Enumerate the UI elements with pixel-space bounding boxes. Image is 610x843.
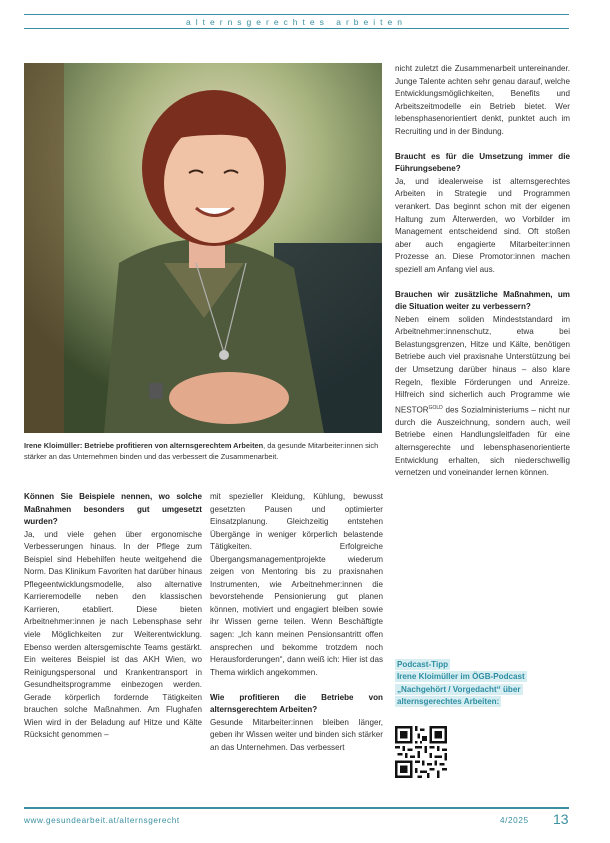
page-number: 13 (553, 811, 569, 827)
answer-4-post: des Sozialministeriums – nicht nur durch die Auszeichnung, sondern auch, weil Betriebe einen Handlungsleitfaden für eine alternsgerechte und lebensphasenorientierte Entwicklung erhalten, sich niederschwellig vernetzen und voneinander lernen können. (395, 405, 570, 478)
section-title: alternsgerechtes arbeiten (186, 17, 407, 27)
question-2: Wie profitieren die Betriebe von alternsgerechtem Arbeiten? (210, 692, 383, 715)
portrait-illustration (24, 63, 382, 433)
podcast-line-2: Irene Kloimüller im ÖGB-Podcast (397, 672, 525, 682)
footer-rule (24, 807, 569, 809)
answer-4 (395, 314, 570, 480)
answer-4-pre: Neben einem soliden Mindeststandard im Arbeitnehmer:innenschutz, etwa bei Belastungsgrenzen, Hitze und Kälte, benötigen Betriebe auch viel praxisnahe Unterstützung bei der Umsetzung darüber hinaus – also klare Regeln, flexible Förderungen und Anreize. Hilfreich sind sicherlich auch Programme wie NESTOR (395, 314, 570, 415)
podcast-line-3: „Nachgehört / Vorgedacht“ über (397, 684, 521, 694)
podcast-line-4: alternsgerechtes Arbeiten: (397, 697, 500, 707)
column-3 (395, 63, 570, 492)
answer-2-part-1: Gesunde Mitarbeiter:innen bleiben länger, geben ihr Wissen weiter und binden sich stärker an das Unternehmen. Das verbessert (210, 717, 383, 752)
header-rule-bottom (24, 28, 569, 29)
qr-code-icon (395, 726, 447, 778)
caption-bold: Irene Kloimüller: Betriebe profitieren von alternsgerechtem Arbeiten (24, 441, 264, 450)
issue-number: 4/2025 (500, 816, 529, 825)
nestor-gold-superscript: GOLD (428, 404, 443, 411)
answer-2-part-2: nicht zuletzt die Zusammenarbeit untereinander. Junge Talente achten sehr genau darauf, welche Entwicklungsmöglichkeiten, Benefits und Arbeitszeitmodelle ein Betrieb bietet. Wer lebensphasenorientiert denkt, punktet auch im Recruiting und in der Bindung. (395, 64, 570, 136)
answer-1-part-1: Ja, und viele gehen über ergonomische Verbesserungen hinaus. In der Pflege zum Beispiel sind Hebehilfen heute weitgehend die Norm. Das Klinikum Favoriten hat darüber hinaus Pflegeentwicklungsmodelle, also alternative Karrieremodelle neben den klassischen Karrieren, etabliert. Diese bieten Arbeitnehmer:innen je nach Lebensphase sehr viele Möglichkeiten zur Weiterentwicklung. Ebenso werden altersgemischte Teams gestärkt. Ein weiteres Beispiel ist das AKH Wien, wo Reinigungspersonal und Krankentransport in Gesundheitsprogramme einbezogen werden. Gerade körperlich fordernde Tätigkeiten brauchen solche Maßnahmen. Am Flughafen Wien wird in der Beladung auf Hitze und Kälte Rücksicht genommen – (24, 529, 202, 740)
question-1: Können Sie Beispiele nennen, wo solche Maßnahmen besonders gut umgesetzt wurden? (24, 492, 202, 527)
footer-url-link[interactable]: www.gesundearbeit.at/alternsgerecht (24, 816, 180, 825)
podcast-tip (395, 659, 570, 709)
photo-caption (24, 440, 382, 462)
column-1 (24, 491, 202, 754)
answer-3: Ja, und idealerweise ist alternsgerechtes Arbeiten in Strategie und Programmen verankert. Das beginnt schon mit der eigenen Haltung zum Älterwerden, wo Vorbilder im Management entscheidend sind. Oft stoßen aber auch engagierte Mitarbeiter:innen Prozesse an. Diese Promotor:innen machen speziell am Anfang viel aus. (395, 176, 570, 274)
answer-1-part-2: mit spezieller Kleidung, Kühlung, bewusst gesetzten Pausen und optimierter Einsatzplanung. Gleichzeitig entstehen Übergänge in weniger körperlich belastende Tätigkeiten. Erfolgreiche Übergangsmanagementprojekte wiederum zeigen von Mentoring bis zu praxisnahen Instrumenten, wie Arbeitnehmer:innen die bevorstehende Pensionierung gut planen können, motiviert und engagiert bleiben sowie ihr Wissen gerne teilen. Wenn Beschäftigte sagen: „Ich kann meinen Pensionsantritt offen ansprechen und bekomme trotzdem noch Herausforderungen“, dann weiß ich: Hier ist das Thema wirklich angekommen. (210, 492, 383, 677)
caption-text: , da gesunde Mitarbeiter:innen sich stärker an das Unternehmen binden und das verbessert die Zusammenarbeit. (24, 441, 379, 461)
portrait-photo (24, 63, 382, 433)
question-4: Brauchen wir zusätzliche Maßnahmen, um die Situation weiter zu verbessern? (395, 289, 570, 312)
column-2 (210, 491, 383, 767)
podcast-label: Podcast-Tipp (397, 660, 449, 669)
qr-code[interactable] (395, 726, 447, 778)
header-rule-top (24, 14, 569, 15)
question-3: Braucht es für die Umsetzung immer die Führungsebene? (395, 151, 570, 174)
